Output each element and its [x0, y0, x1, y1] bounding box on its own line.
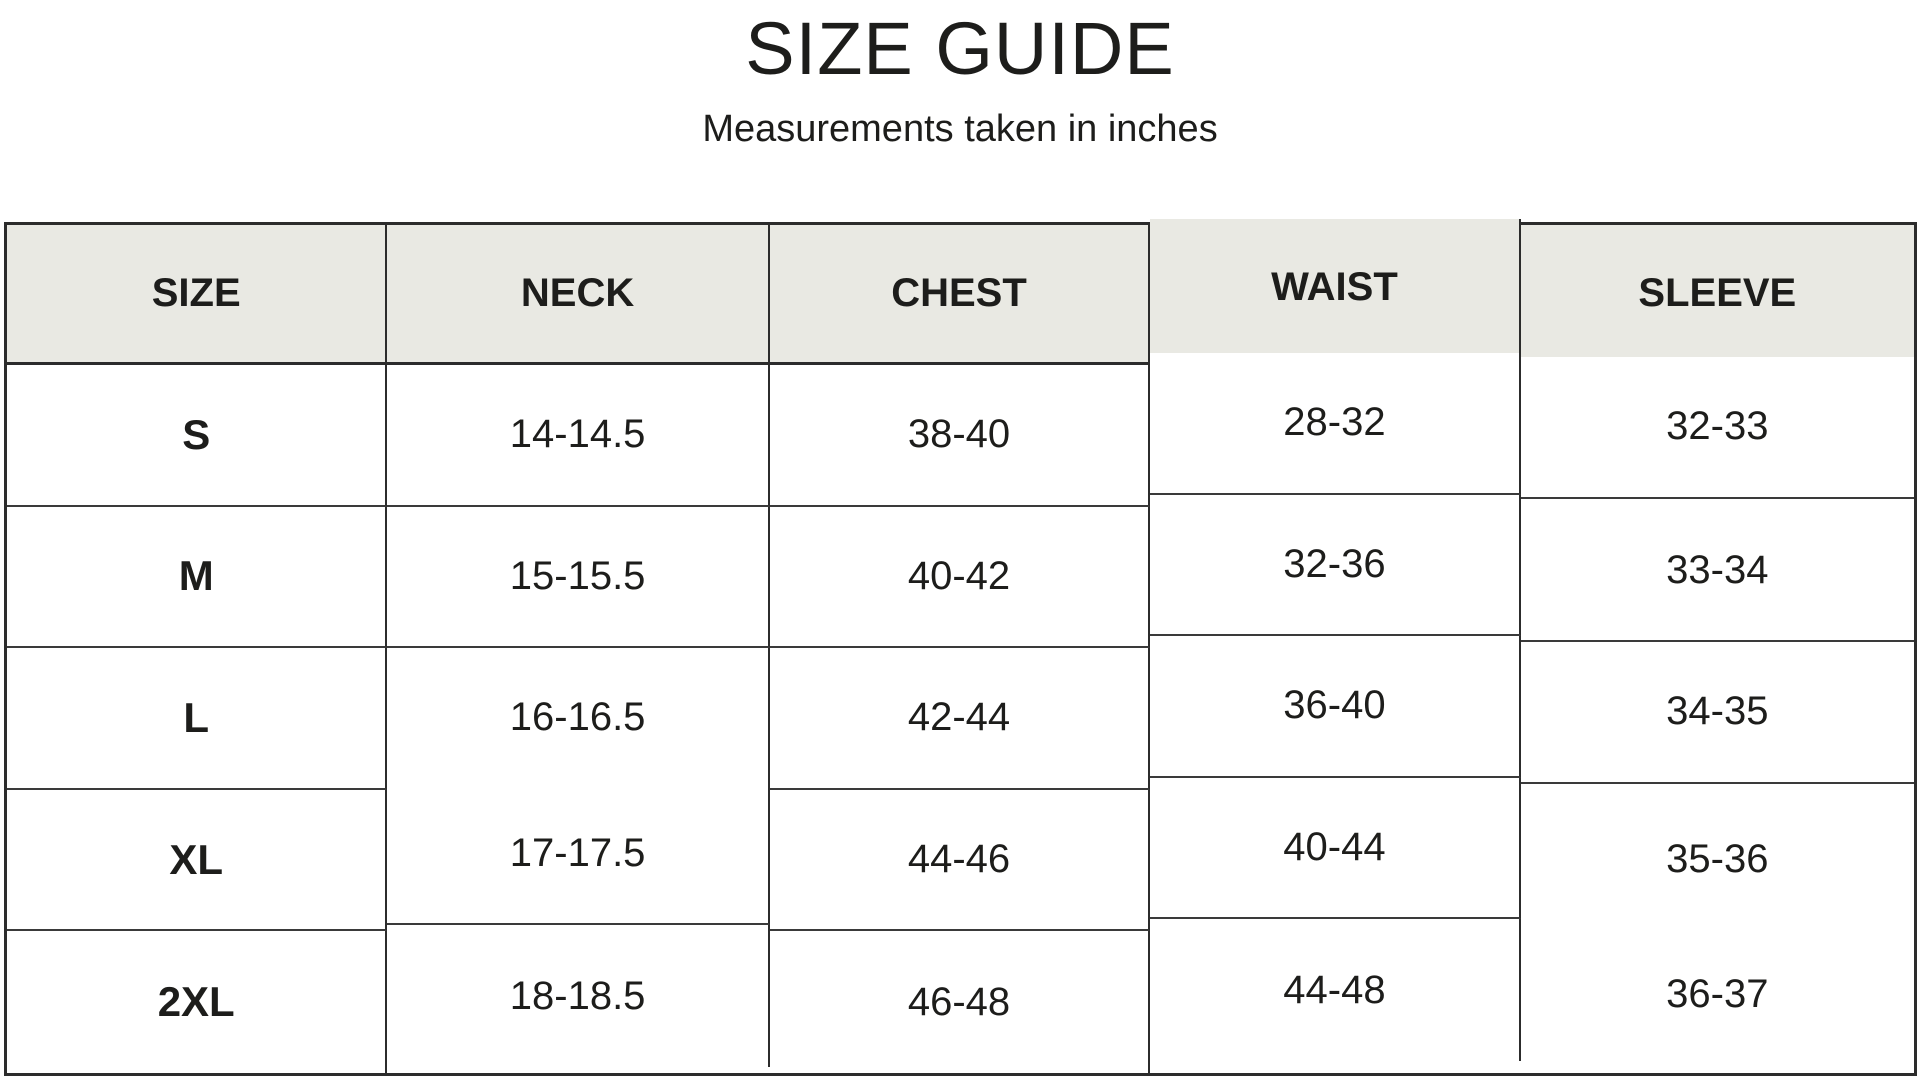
sleeve-value-l: 34-35	[1521, 642, 1914, 784]
neck-value-xl: 17-17.5	[387, 784, 769, 926]
neck-value-2xl: 18-18.5	[387, 925, 769, 1067]
column-header-sleeve: SLEEVE	[1521, 225, 1914, 365]
chest-value-xl: 44-46	[770, 790, 1150, 932]
size-cell-xl: XL	[7, 790, 387, 932]
sleeve-value-2xl: 36-37	[1521, 923, 1914, 1065]
sleeve-value-m: 33-34	[1521, 501, 1914, 643]
size-table	[4, 222, 1917, 1076]
neck-value-l: 16-16.5	[387, 648, 769, 790]
neck-value-s: 14-14.5	[387, 365, 769, 507]
column-header-waist: WAIST	[1150, 219, 1520, 359]
chest-value-2xl: 46-48	[770, 931, 1150, 1073]
column-header-chest: CHEST	[770, 225, 1150, 365]
chest-value-m: 40-42	[770, 507, 1150, 649]
chest-value-s: 38-40	[770, 365, 1150, 507]
sleeve-value-s: 32-33	[1521, 357, 1914, 499]
page-subtitle: Measurements taken in inches	[702, 108, 1218, 150]
size-cell-l: L	[7, 648, 387, 790]
column-header-size: SIZE	[7, 225, 387, 365]
size-cell-m: M	[7, 507, 387, 649]
waist-value-s: 28-32	[1150, 353, 1520, 495]
column-header-neck: NECK	[387, 225, 769, 365]
size-cell-2xl: 2XL	[7, 931, 387, 1073]
neck-value-m: 15-15.5	[387, 507, 769, 649]
waist-value-2xl: 44-48	[1150, 919, 1520, 1061]
chest-value-l: 42-44	[770, 648, 1150, 790]
sleeve-value-xl: 35-36	[1521, 790, 1914, 932]
page-title: SIZE GUIDE	[745, 7, 1175, 90]
waist-value-m: 32-36	[1150, 495, 1520, 637]
waist-value-xl: 40-44	[1150, 778, 1520, 920]
waist-value-l: 36-40	[1150, 636, 1520, 778]
size-cell-s: S	[7, 365, 387, 507]
